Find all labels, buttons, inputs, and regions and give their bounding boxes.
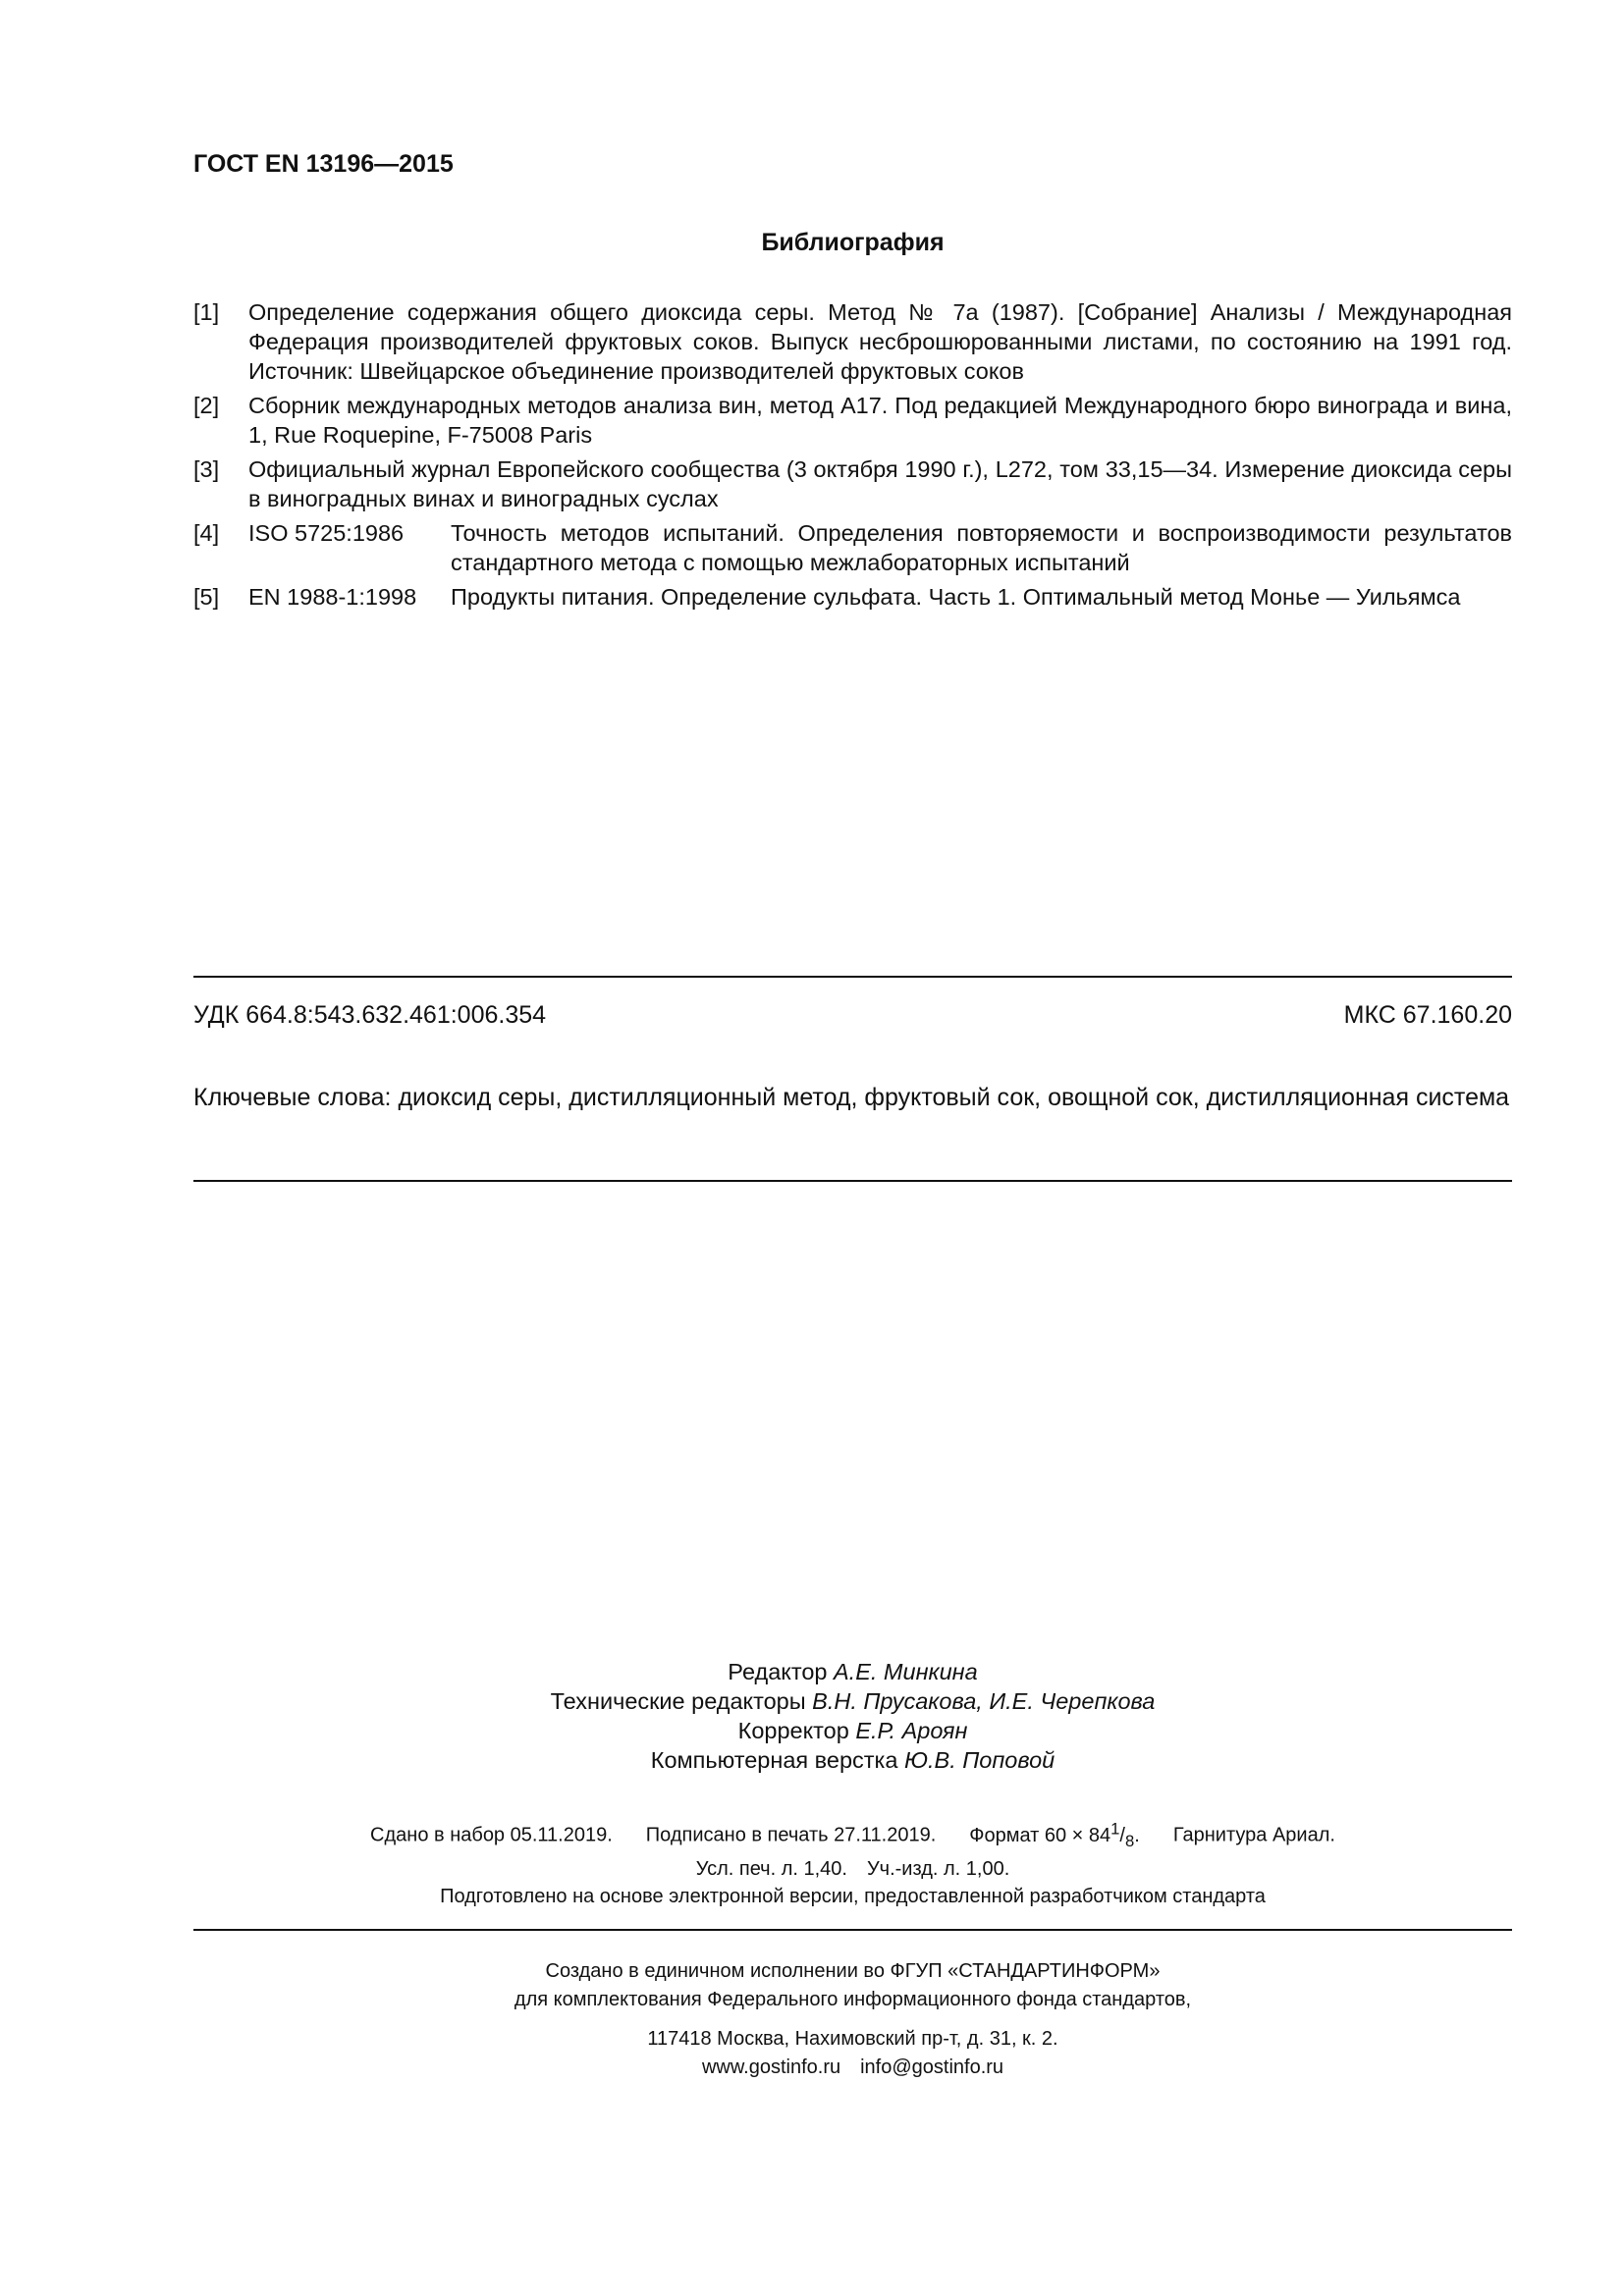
bibliography-item-text: Точность методов испытаний. Определения повторяемости и воспроизводимости результатов стандартного метода с помощью межлабораторных испытаний <box>451 520 1512 575</box>
bibliography-item <box>193 297 1512 386</box>
standard-code: ГОСТ EN 13196—2015 <box>193 150 454 178</box>
divider-rule <box>193 976 1512 978</box>
bibliography-item-text: Определение содержания общего диоксида серы. Метод № 7а (1987). [Собрание] Анализы / Международная Федерация производителей фруктовых соков. Выпуск несброшюрованными листами, по состоянию на 1991 год. Источник: Швейцарское объединение производителей фруктовых соков <box>248 299 1512 384</box>
print-info <box>193 1815 1512 1883</box>
publisher-line-1: Создано в единичном исполнении во ФГУП «СТАНДАРТИНФОРМ» <box>545 1960 1161 1982</box>
editor-name: А.Е. Минкина <box>834 1659 978 1684</box>
bibliography-item-number: [1] <box>193 299 220 325</box>
website-link[interactable]: www.gostinfo.ru <box>701 2056 841 2078</box>
bibliography-list <box>193 297 1512 616</box>
print-info-line-2 <box>193 1855 1512 1883</box>
bibliography-item-number: [5] <box>193 584 220 610</box>
publisher-line-2: для комплектования Федерального информационного фонда стандартов, <box>514 1989 1192 2010</box>
publisher-contacts <box>193 2054 1512 2082</box>
bibliography-item-number: [4] <box>193 520 220 546</box>
publisher-address: 117418 Москва, Нахимовский пр-т, д. 31, к. 2. <box>647 2028 1058 2050</box>
layout-label: Компьютерная верстка <box>650 1747 898 1773</box>
bibliography-item-number: [3] <box>193 456 220 482</box>
bibliography-item-number: [2] <box>193 393 220 418</box>
bibliography-item-text: Продукты питания. Определение сульфата. Часть 1. Оптимальный метод Монье — Уильямса <box>451 584 1461 610</box>
udk-code: УДК 664.8:543.632.461:006.354 <box>193 1001 547 1029</box>
tech-editors-line <box>193 1686 1512 1716</box>
tech-editors-label: Технические редакторы <box>550 1688 806 1714</box>
editor-line <box>193 1657 1512 1686</box>
bibliography-title: Библиография <box>761 229 945 256</box>
print-info-line-1 <box>193 1815 1512 1855</box>
bibliography-item <box>193 391 1512 450</box>
bibliography-item <box>193 454 1512 513</box>
font-name: Гарнитура Ариал. <box>1172 1824 1335 1846</box>
bibliography-item <box>193 518 1512 577</box>
email-link[interactable]: info@gostinfo.ru <box>860 2056 1004 2078</box>
bibliography-item-designation: EN 1988-1:1998 <box>248 584 417 610</box>
divider-rule <box>193 1929 1512 1931</box>
format-suffix: . <box>1134 1824 1140 1846</box>
format-prefix: Формат 60 × 84 <box>969 1824 1111 1846</box>
format: Формат $60 \times 84^1/_8$. <box>969 1819 1140 1850</box>
publisher-block <box>193 1957 1512 2082</box>
signed-date: Подписано в печать 27.11.2019. <box>645 1824 937 1846</box>
layout-name: Ю.В. Поповой <box>903 1747 1056 1773</box>
corrector-label: Корректор <box>737 1718 849 1743</box>
bibliography-item-text: Официальный журнал Европейского сообщества (3 октября 1990 г.), L272, том 33,15—34. Измерение диоксида серы в виноградных винах и виноградных суслах <box>248 456 1512 511</box>
format-numerator: 1 <box>1110 1819 1120 1838</box>
bibliography-item-text: Сборник международных методов анализа вин, метод А17. Под редакцией Международного бюро винограда и вина, 1, Rue Roquepine, F-75008 Paris <box>248 393 1512 448</box>
format-denominator: 8 <box>1124 1831 1135 1850</box>
tech-editors-names: В.Н. Прусакова, И.Е. Черепкова <box>812 1688 1156 1714</box>
layout-line <box>193 1745 1512 1775</box>
prepared-note: Подготовлено на основе электронной версии, предоставленной разработчиком стандарта <box>440 1886 1266 1907</box>
divider-rule <box>193 1180 1512 1182</box>
print-sheets: Усл. печ. л. 1,40. <box>695 1857 847 1880</box>
keywords: Ключевые слова: диоксид серы, дистилляционный метод, фруктовый сок, овощной сок, дистилляционная система <box>193 1084 1510 1111</box>
bibliography-item-designation: ISO 5725:1986 <box>248 520 405 546</box>
publication-sheets: Уч.-изд. л. 1,00. <box>866 1857 1010 1880</box>
editor-label: Редактор <box>728 1659 828 1684</box>
credits-block <box>193 1657 1512 1775</box>
submitted-date: Сдано в набор 05.11.2019. <box>370 1824 613 1846</box>
corrector-name: Е.Р. Ароян <box>855 1718 968 1743</box>
corrector-line <box>193 1716 1512 1745</box>
mks-code: МКС 67.160.20 <box>1343 1001 1512 1029</box>
bibliography-item <box>193 582 1512 612</box>
